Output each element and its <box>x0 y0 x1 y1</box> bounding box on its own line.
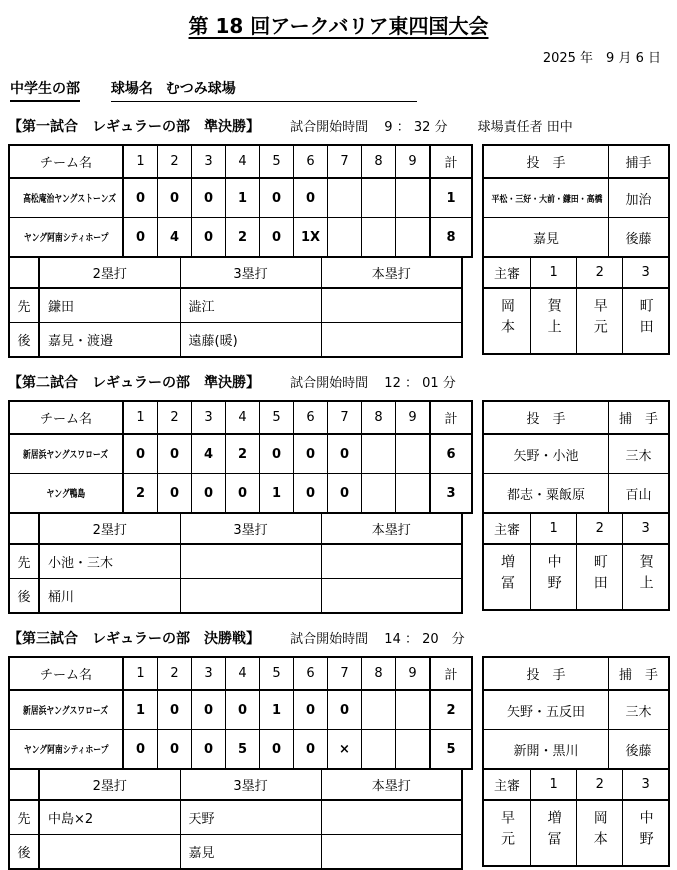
umpire-number-header: 2 <box>577 513 623 544</box>
inning-header: 4 <box>226 145 260 178</box>
inning-score: 0 <box>123 730 158 770</box>
umpire-name: 増冨 <box>545 810 562 852</box>
inning-header: 8 <box>362 145 396 178</box>
triple-header: 3塁打 <box>180 769 321 800</box>
umpire-number-header: 1 <box>531 769 577 800</box>
pitcher-names: 矢野・五反田 <box>483 690 609 730</box>
game-body <box>8 144 677 358</box>
team-row <box>9 218 472 258</box>
start-time-label: 試合開始時間 <box>290 376 369 391</box>
umpire-name: 賀上 <box>637 554 654 596</box>
inning-header: 8 <box>362 657 396 690</box>
hits-row-first <box>9 544 462 579</box>
inning-score <box>396 730 431 770</box>
hit-value-triple: 天野 <box>180 800 321 835</box>
umpire-name-cell <box>531 544 577 610</box>
inning-score: 5 <box>226 730 260 770</box>
inning-score: 0 <box>294 690 328 730</box>
game-body <box>8 656 677 870</box>
inning-score: 2 <box>226 218 260 258</box>
row-label-first: 先 <box>9 288 39 323</box>
hit-value-triple: 澁江 <box>180 288 321 323</box>
total-score: 8 <box>430 218 472 258</box>
team-name: ヤング阿南シティホープ <box>23 233 109 244</box>
pitcher-table <box>482 144 670 258</box>
inning-score: 0 <box>192 474 226 514</box>
hits-corner <box>9 769 39 800</box>
hit-value-homerun <box>321 323 462 358</box>
hit-value-double: 小池・三木 <box>39 544 180 579</box>
inning-header: 1 <box>123 401 158 434</box>
umpire-number-header: 3 <box>623 513 669 544</box>
hit-value-homerun <box>321 579 462 614</box>
double-header: 2塁打 <box>39 257 180 288</box>
inning-score <box>396 218 431 258</box>
umpire-header-row <box>483 769 669 800</box>
chief-umpire-header: 主審 <box>483 257 531 288</box>
chief-umpire-header: 主審 <box>483 513 531 544</box>
battery-row <box>483 730 669 770</box>
team-name-cell <box>9 730 123 770</box>
inning-score <box>362 178 396 218</box>
total-score: 3 <box>430 474 472 514</box>
umpire-name: 岡本 <box>499 298 515 340</box>
pitcher-names: 平松・三好・大前・鎌田・高橋 <box>491 194 603 205</box>
umpire-name: 町田 <box>637 298 654 340</box>
team-name-header: チーム名 <box>9 145 123 178</box>
inning-header: 7 <box>328 401 362 434</box>
pitcher-names-cell <box>483 178 609 218</box>
hit-value-double: 鎌田 <box>39 288 180 323</box>
homerun-header: 本塁打 <box>321 513 462 544</box>
start-time-label: 試合開始時間 <box>290 632 369 647</box>
inning-score: 2 <box>226 434 260 474</box>
inning-header: 5 <box>260 657 294 690</box>
row-label-first: 先 <box>9 544 39 579</box>
total-header: 計 <box>430 401 472 434</box>
inning-score <box>396 690 431 730</box>
triple-header: 3塁打 <box>180 513 321 544</box>
start-time-label: 試合開始時間 <box>290 120 369 135</box>
inning-score: 0 <box>123 434 158 474</box>
inning-score <box>362 434 396 474</box>
hits-header-row <box>9 513 462 544</box>
pitcher-header: 投 手 <box>483 401 609 434</box>
hits-row-second <box>9 835 462 870</box>
inning-header: 6 <box>294 145 328 178</box>
triple-header: 3塁打 <box>180 257 321 288</box>
inning-score: 0 <box>226 474 260 514</box>
pitcher-header-row <box>483 657 669 690</box>
umpire-name-cell <box>483 800 531 866</box>
inning-score: 0 <box>192 218 226 258</box>
umpire-name: 賀上 <box>545 298 562 340</box>
division-label: 中学生の部 <box>10 78 80 102</box>
inning-score: 0 <box>158 474 192 514</box>
hit-value-double: 嘉見・渡邉 <box>39 323 180 358</box>
umpire-name-cell <box>623 544 669 610</box>
game-title: 【第一試合 レギュラーの部 準決勝】 <box>8 119 260 135</box>
inning-score: 1 <box>260 474 294 514</box>
umpire-name: 増冨 <box>499 554 515 596</box>
inning-score: 0 <box>123 218 158 258</box>
battery-row <box>483 218 669 258</box>
inning-header: 7 <box>328 657 362 690</box>
game-section-2 <box>8 372 677 614</box>
umpire-table <box>482 256 670 355</box>
pitcher-names: 嘉見 <box>483 218 609 258</box>
tournament-title-text: 第 18 回アークバリア東四国大会 <box>188 14 489 38</box>
score-table <box>8 144 473 258</box>
hits-row-first <box>9 800 462 835</box>
umpire-number-header: 1 <box>531 257 577 288</box>
row-label-second: 後 <box>9 579 39 614</box>
umpire-names-row <box>483 544 669 610</box>
hits-header-row <box>9 257 462 288</box>
stadium-manager: 球場責任者 田中 <box>477 120 573 135</box>
inning-header: 6 <box>294 401 328 434</box>
team-name: 新居浜ヤングスワローズ <box>23 450 109 461</box>
pitcher-names: 新開・黒川 <box>483 730 609 770</box>
pitcher-table <box>482 400 670 514</box>
umpire-names-row <box>483 288 669 354</box>
row-label-second: 後 <box>9 323 39 358</box>
umpire-name-cell <box>623 800 669 866</box>
total-header: 計 <box>430 145 472 178</box>
team-name-cell <box>9 178 123 218</box>
start-time-value: 12 ： 01 分 <box>384 376 456 391</box>
inning-score: 0 <box>260 730 294 770</box>
inning-header: 7 <box>328 145 362 178</box>
inning-score <box>362 474 396 514</box>
inning-header: 9 <box>396 145 431 178</box>
team-row <box>9 474 472 514</box>
inning-score: 0 <box>192 690 226 730</box>
catcher-header: 捕 手 <box>609 657 670 690</box>
hit-value-triple: 遠藤(暖) <box>180 323 321 358</box>
inning-score <box>362 690 396 730</box>
umpire-table <box>482 768 670 867</box>
total-score: 1 <box>430 178 472 218</box>
inning-header: 2 <box>158 145 192 178</box>
hits-table <box>8 256 463 358</box>
row-label-first: 先 <box>9 800 39 835</box>
inning-score <box>362 730 396 770</box>
hits-row-second <box>9 323 462 358</box>
game-title: 【第二試合 レギュラーの部 準決勝】 <box>8 375 260 391</box>
inning-header: 6 <box>294 657 328 690</box>
hit-value-triple <box>180 544 321 579</box>
row-label-second: 後 <box>9 835 39 870</box>
inning-header: 9 <box>396 401 431 434</box>
inning-score: 1 <box>226 178 260 218</box>
inning-score: 4 <box>158 218 192 258</box>
umpire-name-cell <box>531 800 577 866</box>
pitcher-table <box>482 656 670 770</box>
catcher-name: 後藤 <box>609 218 670 258</box>
catcher-name: 後藤 <box>609 730 670 770</box>
inning-score: 0 <box>260 434 294 474</box>
game-heading <box>8 372 677 392</box>
start-time-value: 14 ： 20 分 <box>384 632 465 647</box>
game-body <box>8 400 677 614</box>
homerun-header: 本塁打 <box>321 769 462 800</box>
battery-row <box>483 690 669 730</box>
inning-header: 2 <box>158 657 192 690</box>
inning-score: 1X <box>294 218 328 258</box>
inning-score: 0 <box>158 178 192 218</box>
inning-header: 3 <box>192 401 226 434</box>
game-heading <box>8 628 677 648</box>
inning-score: 0 <box>294 178 328 218</box>
umpire-number-header: 3 <box>623 769 669 800</box>
umpire-name-cell <box>577 288 623 354</box>
inning-score: 0 <box>294 434 328 474</box>
team-name-cell <box>9 218 123 258</box>
catcher-header: 捕 手 <box>609 401 670 434</box>
umpire-number-header: 3 <box>623 257 669 288</box>
inning-score: 0 <box>158 434 192 474</box>
inning-score: 0 <box>328 474 362 514</box>
umpire-number-header: 2 <box>577 257 623 288</box>
inning-score: 0 <box>158 690 192 730</box>
team-row <box>9 690 472 730</box>
team-name: ヤング鴨島 <box>46 489 86 500</box>
total-score: 2 <box>430 690 472 730</box>
umpire-name-cell <box>577 544 623 610</box>
date: 2025 年 9 月 6 日 <box>542 51 661 66</box>
hit-value-homerun <box>321 288 462 323</box>
inning-score: 0 <box>294 474 328 514</box>
inning-score <box>396 178 431 218</box>
hit-value-homerun <box>321 800 462 835</box>
homerun-header: 本塁打 <box>321 257 462 288</box>
umpire-name: 中野 <box>637 810 654 852</box>
inning-score: 0 <box>192 178 226 218</box>
hit-value-triple: 嘉見 <box>180 835 321 870</box>
total-header: 計 <box>430 657 472 690</box>
hits-table <box>8 768 463 870</box>
team-row <box>9 178 472 218</box>
hits-corner <box>9 257 39 288</box>
hits-header-row <box>9 769 462 800</box>
inning-header: 8 <box>362 401 396 434</box>
inning-header: 5 <box>260 145 294 178</box>
umpire-name: 中野 <box>545 554 562 596</box>
chief-umpire-header: 主審 <box>483 769 531 800</box>
hits-corner <box>9 513 39 544</box>
page-title <box>0 10 677 39</box>
game-heading <box>8 116 677 136</box>
hit-value-double: 桶川 <box>39 579 180 614</box>
subheader <box>10 78 677 102</box>
hits-table <box>8 512 463 614</box>
score-table <box>8 656 473 770</box>
stadium-label: 球場名 <box>110 81 153 97</box>
umpire-names-row <box>483 800 669 866</box>
team-row <box>9 434 472 474</box>
inning-score: 0 <box>226 690 260 730</box>
inning-score <box>362 218 396 258</box>
inning-score: 0 <box>123 178 158 218</box>
team-name-cell <box>9 434 123 474</box>
game-title: 【第三試合 レギュラーの部 決勝戦】 <box>8 631 260 647</box>
catcher-name: 加治 <box>609 178 670 218</box>
umpire-name: 町田 <box>591 554 608 596</box>
inning-score: 0 <box>158 730 192 770</box>
hit-value-homerun <box>321 544 462 579</box>
team-name: 新居浜ヤングスワローズ <box>23 706 109 717</box>
hit-value-double <box>39 835 180 870</box>
inning-header: 2 <box>158 401 192 434</box>
inning-score: 0 <box>260 178 294 218</box>
inning-header: 1 <box>123 145 158 178</box>
stadium-line <box>111 78 417 102</box>
score-table <box>8 400 473 514</box>
hit-value-double: 中島×2 <box>39 800 180 835</box>
inning-header: 9 <box>396 657 431 690</box>
umpire-name: 早元 <box>499 810 515 852</box>
start-time-value: 9 ： 32 分 <box>384 120 448 135</box>
score-header-row <box>9 401 472 434</box>
double-header: 2塁打 <box>39 769 180 800</box>
inning-score: 0 <box>328 434 362 474</box>
game-section-3 <box>8 628 677 870</box>
inning-score: 0 <box>328 690 362 730</box>
battery-row <box>483 178 669 218</box>
inning-header: 4 <box>226 657 260 690</box>
hits-row-second <box>9 579 462 614</box>
inning-score: 0 <box>192 730 226 770</box>
umpire-table <box>482 512 670 611</box>
team-name-cell <box>9 474 123 514</box>
stadium-name: むつみ球場 <box>165 81 236 97</box>
team-name: 高松庵治ヤングストーンズ <box>23 194 117 205</box>
inning-score: 1 <box>123 690 158 730</box>
catcher-header: 捕手 <box>609 145 670 178</box>
score-header-row <box>9 145 472 178</box>
pitcher-header-row <box>483 145 669 178</box>
inning-score: 0 <box>260 218 294 258</box>
pitcher-names: 都志・粟飯原 <box>483 474 609 514</box>
inning-header: 3 <box>192 145 226 178</box>
inning-header: 5 <box>260 401 294 434</box>
pitcher-header: 投 手 <box>483 657 609 690</box>
hit-value-triple <box>180 579 321 614</box>
inning-score <box>328 178 362 218</box>
score-header-row <box>9 657 472 690</box>
umpire-header-row <box>483 513 669 544</box>
inning-score <box>396 474 431 514</box>
double-header: 2塁打 <box>39 513 180 544</box>
inning-score: 4 <box>192 434 226 474</box>
team-name: ヤング阿南シティホープ <box>23 745 109 756</box>
umpire-number-header: 2 <box>577 769 623 800</box>
catcher-name: 三木 <box>609 690 670 730</box>
pitcher-header: 投 手 <box>483 145 609 178</box>
inning-header: 4 <box>226 401 260 434</box>
team-name-header: チーム名 <box>9 401 123 434</box>
umpire-name: 岡本 <box>591 810 608 852</box>
inning-score <box>396 434 431 474</box>
pitcher-names: 矢野・小池 <box>483 434 609 474</box>
hit-value-homerun <box>321 835 462 870</box>
game-section-1 <box>8 116 677 358</box>
umpire-name-cell <box>483 544 531 610</box>
team-name-header: チーム名 <box>9 657 123 690</box>
inning-score <box>328 218 362 258</box>
umpire-name: 早元 <box>591 298 608 340</box>
inning-header: 1 <box>123 657 158 690</box>
inning-score: × <box>328 730 362 770</box>
pitcher-header-row <box>483 401 669 434</box>
team-row <box>9 730 472 770</box>
battery-row <box>483 474 669 514</box>
umpire-name-cell <box>483 288 531 354</box>
total-score: 5 <box>430 730 472 770</box>
total-score: 6 <box>430 434 472 474</box>
catcher-name: 三木 <box>609 434 670 474</box>
umpire-number-header: 1 <box>531 513 577 544</box>
scoresheet-page <box>0 10 677 861</box>
inning-score: 1 <box>260 690 294 730</box>
battery-row <box>483 434 669 474</box>
umpire-header-row <box>483 257 669 288</box>
inning-header: 3 <box>192 657 226 690</box>
umpire-name-cell <box>623 288 669 354</box>
hits-row-first <box>9 288 462 323</box>
umpire-name-cell <box>577 800 623 866</box>
inning-score: 2 <box>123 474 158 514</box>
team-name-cell <box>9 690 123 730</box>
catcher-name: 百山 <box>609 474 670 514</box>
umpire-name-cell <box>531 288 577 354</box>
inning-score: 0 <box>294 730 328 770</box>
